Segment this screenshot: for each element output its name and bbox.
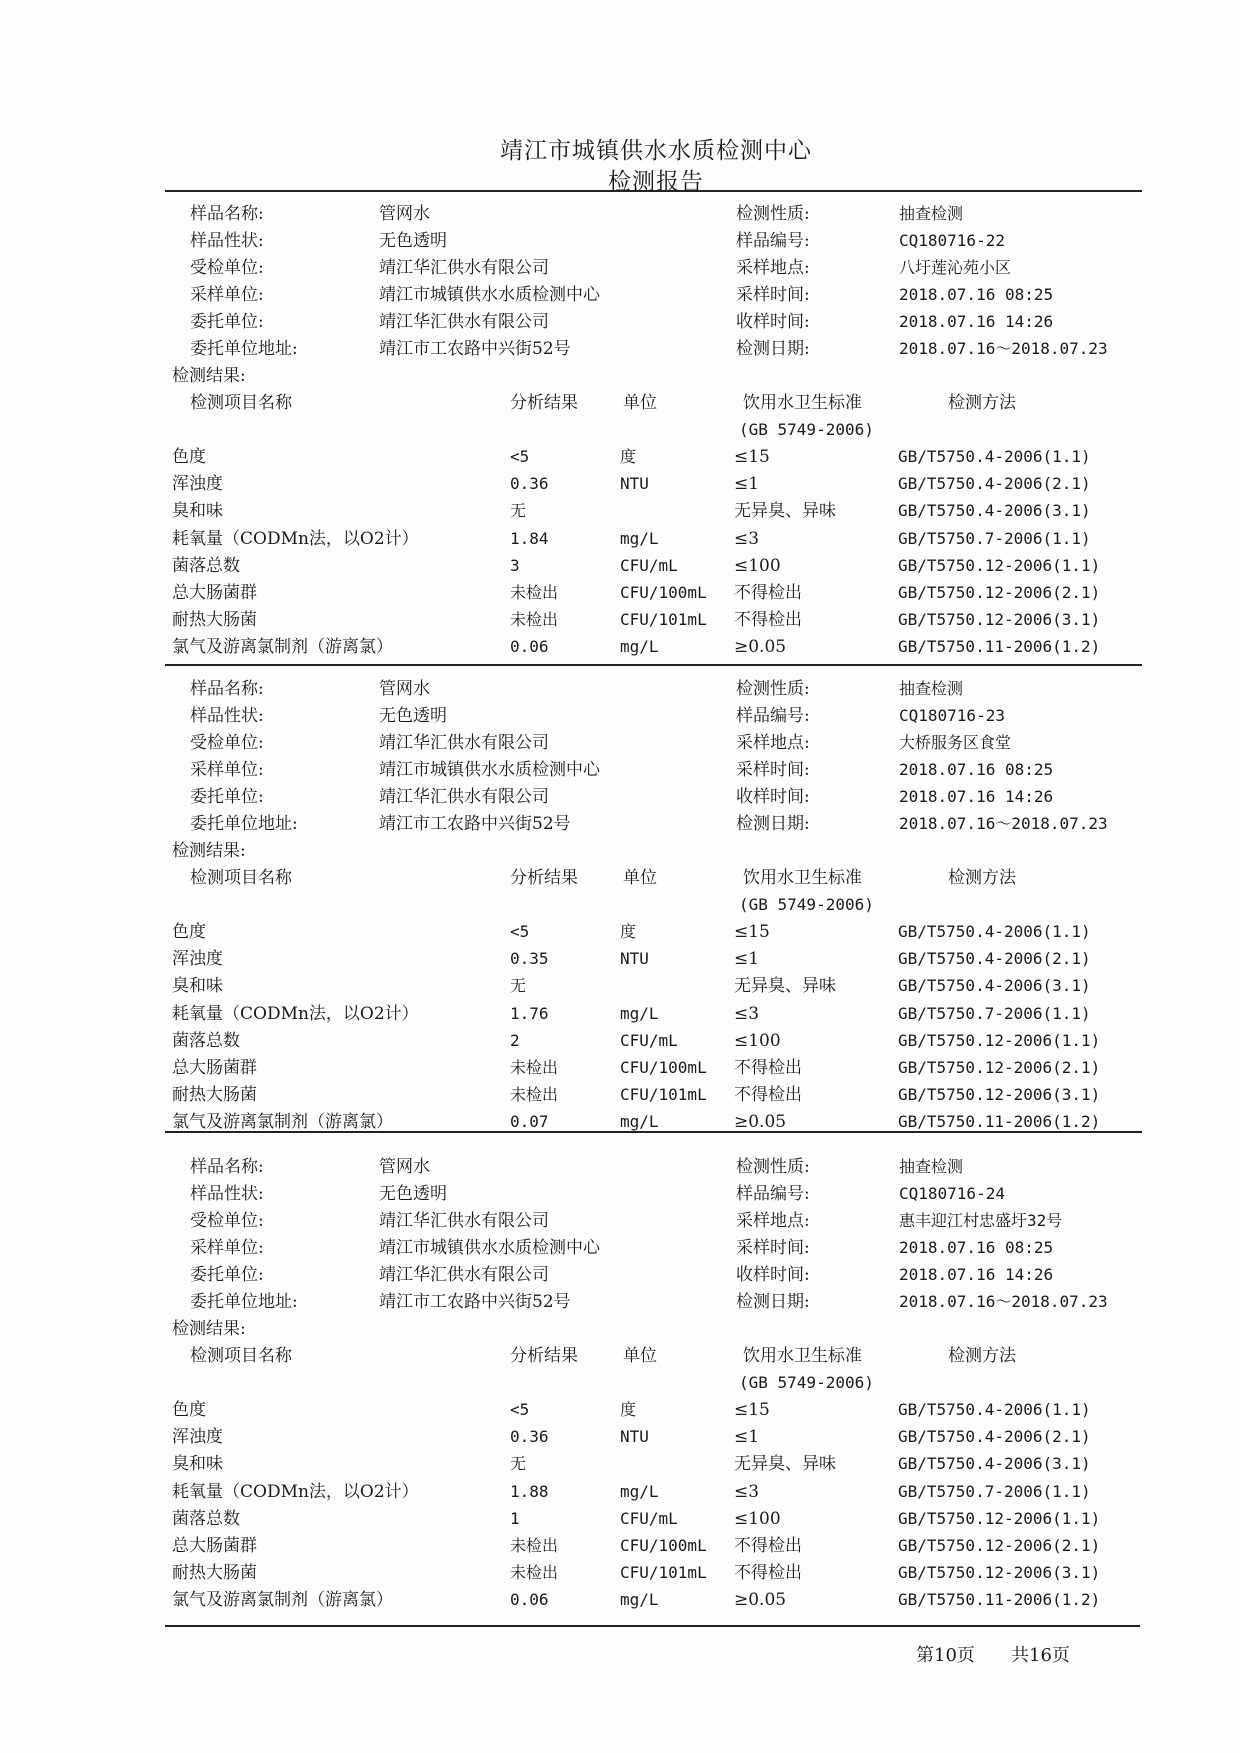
cell-method: GB/T5750.4-2006(2.1): [898, 1427, 1091, 1447]
label-test-date: 检测日期:: [736, 814, 810, 834]
cell-standard: 不得检出: [734, 583, 802, 603]
cell-item: 色度: [172, 447, 206, 467]
cell-unit: 度: [620, 1400, 637, 1419]
cell-item: 菌落总数: [172, 1030, 240, 1051]
col-header-item: 检测项目名称: [190, 393, 292, 413]
cell-method: GB/T5750.12-2006(3.1): [898, 610, 1101, 630]
cell-standard: ≤100: [734, 1508, 781, 1529]
cell-unit: 度: [620, 922, 637, 941]
cell-unit: mg/L: [620, 1003, 659, 1023]
col-header-standard-code: (GB 5749-2006): [739, 420, 874, 439]
col-header-result: 分析结果: [510, 1346, 578, 1366]
label-test-date: 检测日期:: [736, 1292, 810, 1312]
cell-unit: CFU/101mL: [620, 1085, 707, 1105]
cell-result: 0.36: [510, 1427, 549, 1447]
col-header-standard-code: (GB 5749-2006): [739, 1373, 874, 1392]
cell-result: 1.88: [510, 1481, 549, 1501]
cell-method: GB/T5750.12-2006(2.1): [898, 583, 1101, 602]
cell-item: 耐热大肠菌: [172, 1085, 257, 1106]
cell-item: 总大肠菌群: [172, 1058, 257, 1078]
cell-standard: 无异臭、异味: [734, 501, 836, 522]
value-inspected-unit: 靖江华汇供水有限公司: [379, 258, 549, 278]
label-inspected-unit: 受检单位:: [190, 258, 264, 278]
value-inspected-unit: 靖江华汇供水有限公司: [379, 733, 549, 753]
label-receiving-time: 收样时间:: [736, 312, 810, 332]
cell-result: 无: [510, 501, 527, 521]
cell-method: GB/T5750.12-2006(1.1): [898, 1030, 1101, 1050]
cell-item: 氯气及游离氯制剂（游离氯）: [172, 1112, 393, 1133]
value-receiving-time: 2018.07.16 14:26: [899, 312, 1054, 331]
cell-result: <5: [510, 1400, 530, 1419]
label-sample-property: 样品性状:: [190, 706, 264, 726]
value-sampling-location: 八圩莲沁苑小区: [899, 258, 1012, 277]
cell-result: 0.35: [510, 949, 549, 969]
cell-item: 色度: [172, 922, 206, 942]
cell-result: 无: [510, 1454, 527, 1474]
label-sampling-unit: 采样单位:: [190, 760, 264, 780]
cell-standard: ≤15: [734, 922, 770, 942]
col-header-standard: 饮用水卫生标准: [743, 1346, 862, 1366]
value-sample-number: CQ180716-23: [899, 706, 1005, 725]
label-sample-name: 样品名称:: [190, 679, 264, 699]
value-sample-property: 无色透明: [379, 706, 447, 726]
cell-standard: ≤3: [734, 528, 760, 549]
label-sample-property: 样品性状:: [190, 1184, 264, 1204]
cell-result: 无: [510, 976, 527, 996]
cell-result: 1.76: [510, 1003, 549, 1023]
cell-standard: 无异臭、异味: [734, 1454, 836, 1475]
cell-item: 浑浊度: [172, 1427, 223, 1448]
col-header-method: 检测方法: [948, 393, 1016, 413]
cell-item: 总大肠菌群: [172, 1536, 257, 1556]
cell-unit: CFU/100mL: [620, 583, 707, 602]
col-header-standard-code: (GB 5749-2006): [739, 895, 874, 914]
value-test-date: 2018.07.16～2018.07.23: [899, 339, 1108, 358]
cell-result: 0.07: [510, 1112, 549, 1132]
report-subtitle: 检测报告: [608, 169, 704, 195]
label-sampling-unit: 采样单位:: [190, 1238, 264, 1258]
value-sample-number: CQ180716-22: [899, 231, 1005, 250]
cell-standard: ≤1: [734, 1427, 760, 1448]
col-header-result: 分析结果: [510, 393, 578, 413]
cell-standard: ≥0.05: [734, 1112, 787, 1133]
cell-unit: 度: [620, 447, 637, 466]
cell-item: 菌落总数: [172, 1508, 240, 1529]
col-header-result: 分析结果: [510, 868, 578, 888]
cell-method: GB/T5750.7-2006(1.1): [898, 528, 1091, 548]
value-sampling-unit: 靖江市城镇供水水质检测中心: [379, 285, 600, 305]
value-sampling-location: 惠丰迎江村忠盛圩32号: [899, 1211, 1063, 1230]
page-current: 第10页: [916, 1645, 975, 1666]
cell-unit: CFU/mL: [620, 1508, 678, 1528]
cell-method: GB/T5750.7-2006(1.1): [898, 1003, 1091, 1023]
col-header-method: 检测方法: [948, 868, 1016, 888]
value-inspected-unit: 靖江华汇供水有限公司: [379, 1211, 549, 1231]
cell-standard: ≤15: [734, 1400, 770, 1420]
cell-standard: ≥0.05: [734, 1590, 787, 1611]
results-heading: 检测结果:: [172, 366, 246, 386]
col-header-item: 检测项目名称: [190, 868, 292, 888]
label-sample-name: 样品名称:: [190, 1157, 264, 1177]
label-inspected-unit: 受检单位:: [190, 1211, 264, 1231]
cell-result: 未检出: [510, 610, 559, 630]
cell-standard: 不得检出: [734, 610, 802, 631]
cell-result: <5: [510, 922, 530, 941]
value-sample-name: 管网水: [379, 204, 430, 224]
col-header-standard: 饮用水卫生标准: [743, 868, 862, 888]
label-sampling-time: 采样时间:: [736, 760, 810, 780]
cell-item: 氯气及游离氯制剂（游离氯）: [172, 1590, 393, 1611]
value-entrusting-unit: 靖江华汇供水有限公司: [379, 312, 549, 332]
cell-result: 未检出: [510, 1085, 559, 1105]
cell-item: 耐热大肠菌: [172, 1563, 257, 1584]
cell-method: GB/T5750.4-2006(2.1): [898, 474, 1091, 494]
cell-item: 臭和味: [172, 501, 223, 522]
cell-item: 总大肠菌群: [172, 583, 257, 603]
label-test-nature: 检测性质:: [736, 679, 810, 699]
value-receiving-time: 2018.07.16 14:26: [899, 1265, 1054, 1284]
cell-item: 色度: [172, 1400, 206, 1420]
cell-result: 3: [510, 555, 520, 575]
value-entrusting-address: 靖江市工农路中兴街52号: [379, 814, 571, 834]
label-entrusting-unit: 委托单位:: [190, 1265, 264, 1285]
report-title: 靖江市城镇供水水质检测中心: [500, 138, 812, 164]
section-divider: [165, 664, 1142, 666]
cell-result: 1.84: [510, 528, 549, 548]
cell-unit: mg/L: [620, 1590, 659, 1610]
cell-method: GB/T5750.12-2006(3.1): [898, 1085, 1101, 1105]
value-test-date: 2018.07.16～2018.07.23: [899, 1292, 1108, 1311]
label-inspected-unit: 受检单位:: [190, 733, 264, 753]
cell-method: GB/T5750.4-2006(1.1): [898, 1400, 1091, 1419]
label-entrusting-address: 委托单位地址:: [190, 339, 298, 359]
cell-method: GB/T5750.12-2006(3.1): [898, 1563, 1101, 1583]
page-total: 共16页: [1011, 1645, 1070, 1666]
cell-unit: NTU: [620, 949, 649, 969]
cell-unit: NTU: [620, 1427, 649, 1447]
cell-method: GB/T5750.4-2006(1.1): [898, 447, 1091, 466]
cell-item: 臭和味: [172, 1454, 223, 1475]
cell-unit: CFU/mL: [620, 555, 678, 575]
value-entrusting-unit: 靖江华汇供水有限公司: [379, 787, 549, 807]
cell-standard: ≤100: [734, 555, 781, 576]
label-sampling-time: 采样时间:: [736, 285, 810, 305]
cell-item: 耗氧量（CODMn法，以O2计）: [172, 528, 419, 549]
cell-method: GB/T5750.4-2006(3.1): [898, 501, 1091, 521]
label-entrusting-unit: 委托单位:: [190, 312, 264, 332]
cell-result: 0.06: [510, 637, 549, 657]
cell-unit: NTU: [620, 474, 649, 494]
cell-method: GB/T5750.4-2006(1.1): [898, 922, 1091, 941]
cell-method: GB/T5750.11-2006(1.2): [898, 637, 1101, 657]
cell-unit: CFU/101mL: [620, 610, 707, 630]
cell-result: 未检出: [510, 583, 559, 602]
cell-item: 耗氧量（CODMn法，以O2计）: [172, 1481, 419, 1502]
cell-item: 耗氧量（CODMn法，以O2计）: [172, 1003, 419, 1024]
label-sampling-location: 采样地点:: [736, 1211, 810, 1231]
cell-method: GB/T5750.12-2006(2.1): [898, 1536, 1101, 1555]
cell-result: 1: [510, 1508, 520, 1528]
value-entrusting-address: 靖江市工农路中兴街52号: [379, 1292, 571, 1312]
cell-method: GB/T5750.4-2006(3.1): [898, 976, 1091, 996]
cell-item: 耐热大肠菌: [172, 610, 257, 631]
cell-item: 浑浊度: [172, 949, 223, 970]
cell-method: GB/T5750.4-2006(2.1): [898, 949, 1091, 969]
label-test-date: 检测日期:: [736, 339, 810, 359]
cell-method: GB/T5750.12-2006(1.1): [898, 555, 1101, 575]
value-sampling-unit: 靖江市城镇供水水质检测中心: [379, 760, 600, 780]
cell-result: 0.36: [510, 474, 549, 494]
cell-standard: ≥0.05: [734, 637, 787, 658]
cell-unit: CFU/100mL: [620, 1536, 707, 1555]
label-sample-number: 样品编号:: [736, 1184, 810, 1204]
cell-standard: ≤3: [734, 1481, 760, 1502]
label-entrusting-unit: 委托单位:: [190, 787, 264, 807]
results-heading: 检测结果:: [172, 1319, 246, 1339]
cell-unit: mg/L: [620, 528, 659, 548]
cell-result: 0.06: [510, 1590, 549, 1610]
cell-unit: CFU/100mL: [620, 1058, 707, 1077]
cell-unit: mg/L: [620, 637, 659, 657]
footer-rule: [165, 1625, 1140, 1627]
cell-result: <5: [510, 447, 530, 466]
col-header-unit: 单位: [623, 868, 657, 888]
cell-result: 2: [510, 1030, 520, 1050]
value-sample-property: 无色透明: [379, 231, 447, 251]
cell-method: GB/T5750.11-2006(1.2): [898, 1112, 1101, 1132]
label-receiving-time: 收样时间:: [736, 1265, 810, 1285]
results-heading: 检测结果:: [172, 841, 246, 861]
header-rule: [165, 190, 1142, 192]
label-sampling-unit: 采样单位:: [190, 285, 264, 305]
label-test-nature: 检测性质:: [736, 1157, 810, 1177]
cell-unit: mg/L: [620, 1481, 659, 1501]
label-sample-number: 样品编号:: [736, 231, 810, 251]
cell-method: GB/T5750.11-2006(1.2): [898, 1590, 1101, 1610]
cell-unit: mg/L: [620, 1112, 659, 1132]
cell-method: GB/T5750.12-2006(2.1): [898, 1058, 1101, 1077]
cell-method: GB/T5750.7-2006(1.1): [898, 1481, 1091, 1501]
label-sample-property: 样品性状:: [190, 231, 264, 251]
label-sampling-time: 采样时间:: [736, 1238, 810, 1258]
value-entrusting-address: 靖江市工农路中兴街52号: [379, 339, 571, 359]
col-header-unit: 单位: [623, 393, 657, 413]
value-sampling-time: 2018.07.16 08:25: [899, 285, 1054, 304]
label-entrusting-address: 委托单位地址:: [190, 1292, 298, 1312]
cell-method: GB/T5750.4-2006(3.1): [898, 1454, 1091, 1474]
col-header-standard: 饮用水卫生标准: [743, 393, 862, 413]
value-sample-number: CQ180716-24: [899, 1184, 1005, 1203]
value-test-nature: 抽查检测: [899, 679, 964, 698]
cell-item: 浑浊度: [172, 474, 223, 495]
cell-standard: 不得检出: [734, 1085, 802, 1106]
cell-standard: 不得检出: [734, 1563, 802, 1584]
cell-standard: ≤100: [734, 1030, 781, 1051]
value-sampling-time: 2018.07.16 08:25: [899, 1238, 1054, 1257]
label-sampling-location: 采样地点:: [736, 733, 810, 753]
cell-result: 未检出: [510, 1536, 559, 1555]
cell-method: GB/T5750.12-2006(1.1): [898, 1508, 1101, 1528]
label-sample-name: 样品名称:: [190, 204, 264, 224]
label-sampling-location: 采样地点:: [736, 258, 810, 278]
cell-unit: CFU/101mL: [620, 1563, 707, 1583]
cell-result: 未检出: [510, 1563, 559, 1583]
label-receiving-time: 收样时间:: [736, 787, 810, 807]
cell-standard: ≤1: [734, 949, 760, 970]
value-receiving-time: 2018.07.16 14:26: [899, 787, 1054, 806]
label-entrusting-address: 委托单位地址:: [190, 814, 298, 834]
cell-standard: 无异臭、异味: [734, 976, 836, 997]
cell-item: 臭和味: [172, 976, 223, 997]
cell-standard: ≤3: [734, 1003, 760, 1024]
cell-item: 氯气及游离氯制剂（游离氯）: [172, 637, 393, 658]
value-sampling-time: 2018.07.16 08:25: [899, 760, 1054, 779]
label-test-nature: 检测性质:: [736, 204, 810, 224]
cell-standard: 不得检出: [734, 1058, 802, 1078]
value-sampling-location: 大桥服务区食堂: [899, 733, 1012, 752]
cell-result: 未检出: [510, 1058, 559, 1077]
label-sample-number: 样品编号:: [736, 706, 810, 726]
col-header-item: 检测项目名称: [190, 1346, 292, 1366]
value-sampling-unit: 靖江市城镇供水水质检测中心: [379, 1238, 600, 1258]
value-sample-name: 管网水: [379, 679, 430, 699]
value-test-nature: 抽查检测: [899, 1157, 964, 1176]
col-header-unit: 单位: [623, 1346, 657, 1366]
value-sample-name: 管网水: [379, 1157, 430, 1177]
value-sample-property: 无色透明: [379, 1184, 447, 1204]
col-header-method: 检测方法: [948, 1346, 1016, 1366]
cell-standard: ≤15: [734, 447, 770, 467]
value-test-nature: 抽查检测: [899, 204, 964, 223]
cell-unit: CFU/mL: [620, 1030, 678, 1050]
cell-standard: ≤1: [734, 474, 760, 495]
value-entrusting-unit: 靖江华汇供水有限公司: [379, 1265, 549, 1285]
cell-item: 菌落总数: [172, 555, 240, 576]
cell-standard: 不得检出: [734, 1536, 802, 1556]
value-test-date: 2018.07.16～2018.07.23: [899, 814, 1108, 833]
